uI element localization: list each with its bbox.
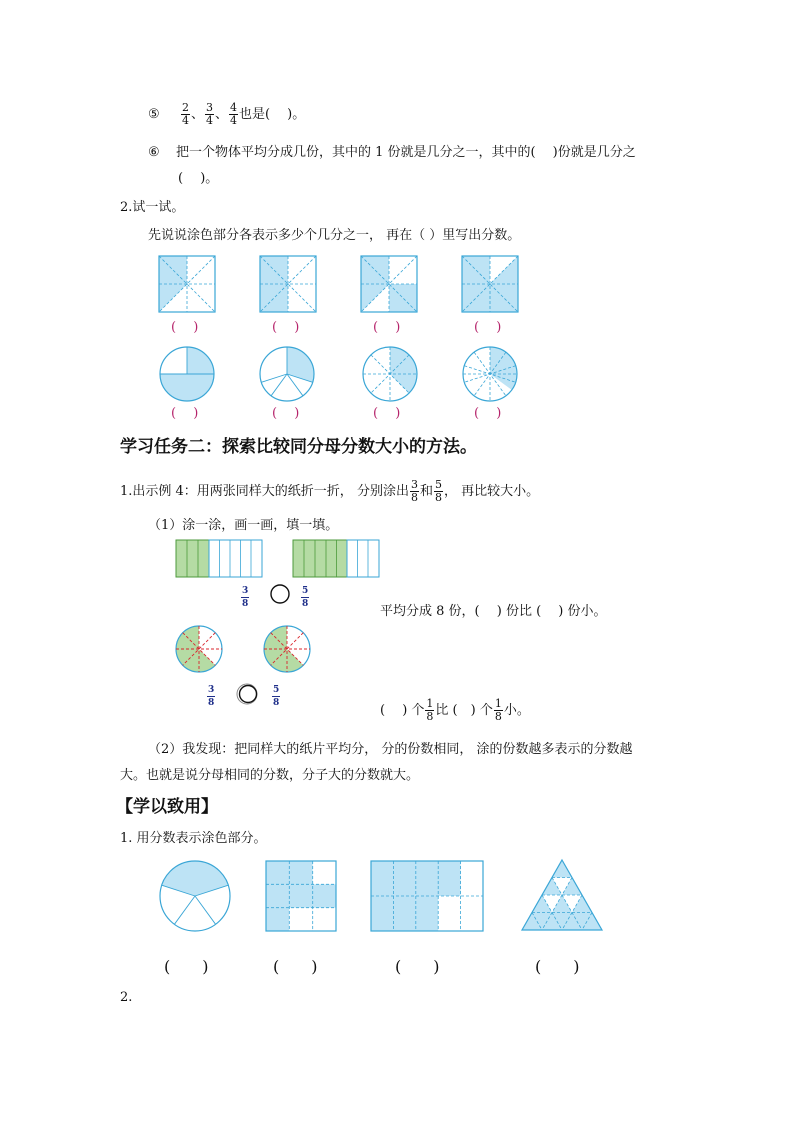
practice-answer-3[interactable]: ( ) <box>395 957 440 976</box>
fraction-4-4: $\frac{4}{4}$ <box>229 101 237 127</box>
answer-paren-square-2[interactable]: ( ) <box>272 320 300 335</box>
discovery-text-cont: 大。也就是说分母相同的分数，分子大的分数就大。 <box>120 768 420 783</box>
discovery-text: （2）我发现：把同样大的纸片平均分， 分的份数相同， 涂的份数越多表示的分数越 <box>148 742 633 757</box>
fill2-part-b: 比 ( ) 个 <box>435 703 493 718</box>
separator: 、 <box>190 107 204 122</box>
practice-answer-2[interactable]: ( ) <box>273 957 318 976</box>
answer-paren-circle-1[interactable]: ( ) <box>171 406 199 421</box>
label-5-8-bar: $\frac{5}{8}$ <box>302 586 309 609</box>
fraction-5-8: $\frac{5}{8}$ <box>434 478 442 504</box>
example-prefix: 1.出示例 4：用两张同样大的纸折一折， 分别涂出 <box>120 484 409 499</box>
fill-line-1: 平均分成 8 份，( ) 份比 ( ) 份小。 <box>380 604 607 619</box>
q2-title: 2.试一试。 <box>120 200 185 215</box>
answer-paren-square-4[interactable]: ( ) <box>474 320 502 335</box>
item-6-continuation: ( )。 <box>178 171 219 186</box>
item-5-marker: ⑤ <box>148 107 160 122</box>
item-5-tail: 也是( )。 <box>238 107 306 122</box>
label-3-8-pie: $\frac{3}{8}$ <box>208 685 215 708</box>
answer-paren-circle-2[interactable]: ( ) <box>272 406 300 421</box>
item-6-text: 把一个物体平均分成几份，其中的 1 份就是几分之一，其中的( )份就是几分之 <box>175 145 636 160</box>
q2-instruction: 先说说涂色部分各表示多少个几分之一， 再在（ ）里写出分数。 <box>148 228 521 243</box>
practice-triangle <box>522 860 602 930</box>
answer-paren-square-1[interactable]: ( ) <box>171 320 199 335</box>
practice-rect-2x5 <box>371 861 483 931</box>
fraction-2-4: $\frac{2}{4}$ <box>181 101 189 127</box>
fill2-part-c: 小。 <box>503 703 530 718</box>
answer-paren-circle-4[interactable]: ( ) <box>474 406 502 421</box>
sub1-instruction: （1）涂一涂，画一画，填一填。 <box>148 518 339 533</box>
item-6-marker: ⑥ <box>148 145 160 160</box>
answer-paren-square-3[interactable]: ( ) <box>373 320 401 335</box>
example-suffix: ， 再比较大小。 <box>443 484 540 499</box>
practice-heading: 【学以致用】 <box>116 797 218 817</box>
practice-q2: 2. <box>120 990 133 1005</box>
fraction-1-8: $\frac{1}{8}$ <box>426 697 434 723</box>
and-text: 和 <box>419 484 433 499</box>
practice-answer-1[interactable]: ( ) <box>164 957 209 976</box>
fraction-3-4: $\frac{3}{4}$ <box>205 101 213 127</box>
separator: 、 <box>214 107 228 122</box>
fill2-part-a: ( ) 个 <box>380 703 425 718</box>
fraction-1-8: $\frac{1}{8}$ <box>494 697 502 723</box>
practice-answer-4[interactable]: ( ) <box>535 957 580 976</box>
label-5-8-pie: $\frac{5}{8}$ <box>273 685 280 708</box>
answer-paren-circle-3[interactable]: ( ) <box>373 406 401 421</box>
fraction-3-8: $\frac{3}{8}$ <box>410 478 418 504</box>
practice-circle <box>160 861 230 931</box>
task2-heading: 学习任务二：探索比较同分母分数大小的方法。 <box>120 437 477 457</box>
practice-grid-3x3 <box>266 861 336 931</box>
label-3-8-bar: $\frac{3}{8}$ <box>242 586 249 609</box>
practice-q1: 1. 用分数表示涂色部分。 <box>120 831 267 846</box>
